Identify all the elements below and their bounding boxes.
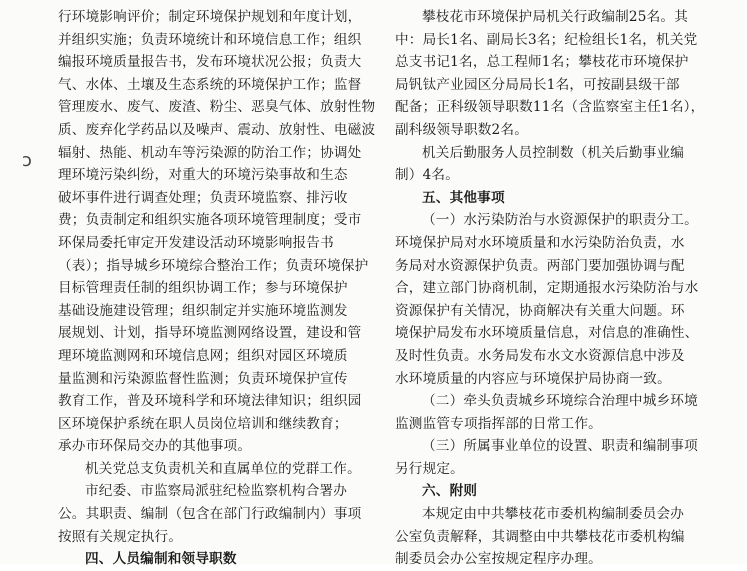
appendix-line: 本规定由中共攀枝花市委机构编制委员会办 bbox=[422, 506, 685, 523]
text-line: 辐射、热能、机动车等污染源的防治工作；协调处 bbox=[58, 144, 362, 161]
water-division-line: 水环境质量的内容应与环境保护局协商一致。 bbox=[395, 370, 671, 387]
text-line: 质、废弃化学药品以及噪声、震动、放射性、电磁波 bbox=[58, 121, 376, 138]
text-line: 管理废水、废气、废渣、粉尘、恶臭气体、放射性物 bbox=[58, 99, 376, 116]
text-line: 承办市环保局交办的其他事项。 bbox=[58, 438, 252, 455]
binding-mark: ɔ bbox=[22, 150, 32, 171]
staffing-line: 中：局长1名、副局长3名；纪检组长1名，机关党 bbox=[395, 31, 698, 48]
water-division-line: 资源保护有关情况，协商解决有关重大问题。环 bbox=[395, 302, 685, 319]
item-3-line: （三）所属事业单位的设置、职责和编制事项 bbox=[422, 438, 698, 455]
water-division-line: 境保护局发布水环境质量信息，对信息的准确性、 bbox=[395, 325, 699, 342]
water-division-line: 合，建立部门协商机制，定期通报水污染防治与水 bbox=[395, 280, 699, 297]
water-division-line: 及时性负责。水务局发布水文水资源信息中涉及 bbox=[395, 347, 685, 364]
text-line: 区环境保护系统在职人员岗位培训和继续教育； bbox=[58, 415, 348, 432]
section-6-heading: 六、附则 bbox=[422, 483, 478, 500]
text-line: 教育工作，普及环境科学和环境法律知识；组织园 bbox=[58, 393, 362, 410]
text-line: 并组织实施；负责环境统计和环境信息工作；组织 bbox=[58, 31, 362, 48]
water-division-line: 环境保护局对水环境质量和水污染防治负责，水 bbox=[395, 234, 685, 251]
water-division-line: 务局对水资源保护负责。两部门要加强协调与配 bbox=[395, 257, 685, 274]
staffing-line: 局钒钛产业园区分局局长1名，可按副县级干部 bbox=[395, 76, 680, 93]
text-line: 理环境监测网和环境信息网；组织对园区环境质 bbox=[58, 347, 348, 364]
text-line: 理环境污染纠纷，对重大的环境污染事故和生态 bbox=[58, 167, 348, 184]
text-line: （表）；指导城乡环境综合整治工作；负责环境保护 bbox=[58, 257, 369, 274]
text-line: 气、水体、土壤及生态系统的环境保护工作；监督 bbox=[58, 76, 362, 93]
right-column bbox=[395, 6, 725, 571]
item-2-line: 监测监管专项指挥部的日常工作。 bbox=[395, 415, 602, 432]
item-2-line: （二）牵头负责城乡环境综合治理中城乡环境 bbox=[422, 393, 698, 410]
staffing-line: 攀枝花市环境保护局机关行政编制25名。其 bbox=[422, 9, 688, 25]
staffing-line: 总支书记1名，总工程师1名；攀枝花市环境保护 bbox=[395, 54, 689, 71]
text-line: 基础设施建设管理；组织制定并实施环境监测发 bbox=[58, 302, 348, 319]
section-5-heading: 五、其他事项 bbox=[422, 189, 505, 206]
staffing-line: 配备；正科级领导职数11名（含监察室主任1名）， bbox=[395, 99, 705, 116]
text-line: 行环境影响评价；制定环境保护规划和年度计划， bbox=[58, 9, 362, 25]
text-line: 量监测和污染源监督性监测；负责环境保护宣传 bbox=[58, 370, 348, 387]
party-work-paragraph: 机关党总支负责机关和直属单位的党群工作。 bbox=[85, 460, 361, 477]
text-line: 环保局委托审定开发建设活动环境影响报告书 bbox=[58, 234, 334, 251]
section-4-heading: 四、人员编制和领导职数 bbox=[85, 551, 237, 568]
staffing-line: 副科级领导职数2名。 bbox=[395, 121, 528, 138]
text-line: 目标管理责任制的组织协调工作；参与环境保护 bbox=[58, 280, 348, 297]
water-division-line: （一）水污染防治与水资源保护的职责分工。 bbox=[422, 212, 698, 229]
text-line: 费；负责制定和组织实施各项环境管理制度；受市 bbox=[58, 212, 362, 229]
appendix-line: 公室负责解释，其调整由中共攀枝花市委机构编 bbox=[395, 528, 685, 545]
discipline-paragraph-line: 公。其职责、编制（包含在部门行政编制内）事项 bbox=[58, 506, 362, 523]
discipline-paragraph-line: 市纪委、市监察局派驻纪检监察机构合署办 bbox=[85, 483, 348, 500]
text-line: 展规划、计划，指导环境监测网络设置，建设和管 bbox=[58, 325, 362, 342]
item-3-line: 另行规定。 bbox=[395, 460, 464, 477]
left-column bbox=[58, 6, 380, 571]
text-line: 破坏事件进行调查处理；负责环境监察、排污收 bbox=[58, 189, 348, 206]
logistics-line: 机关后勤服务人员控制数（机关后勤事业编 bbox=[422, 144, 685, 161]
appendix-line: 制委员会办公室按规定程序办理。 bbox=[395, 551, 602, 568]
logistics-line: 制）4名。 bbox=[395, 167, 460, 184]
text-line: 编报环境质量报告书，发布环境状况公报；负责大 bbox=[58, 54, 362, 71]
discipline-paragraph-line: 按照有关规定执行。 bbox=[58, 528, 183, 545]
